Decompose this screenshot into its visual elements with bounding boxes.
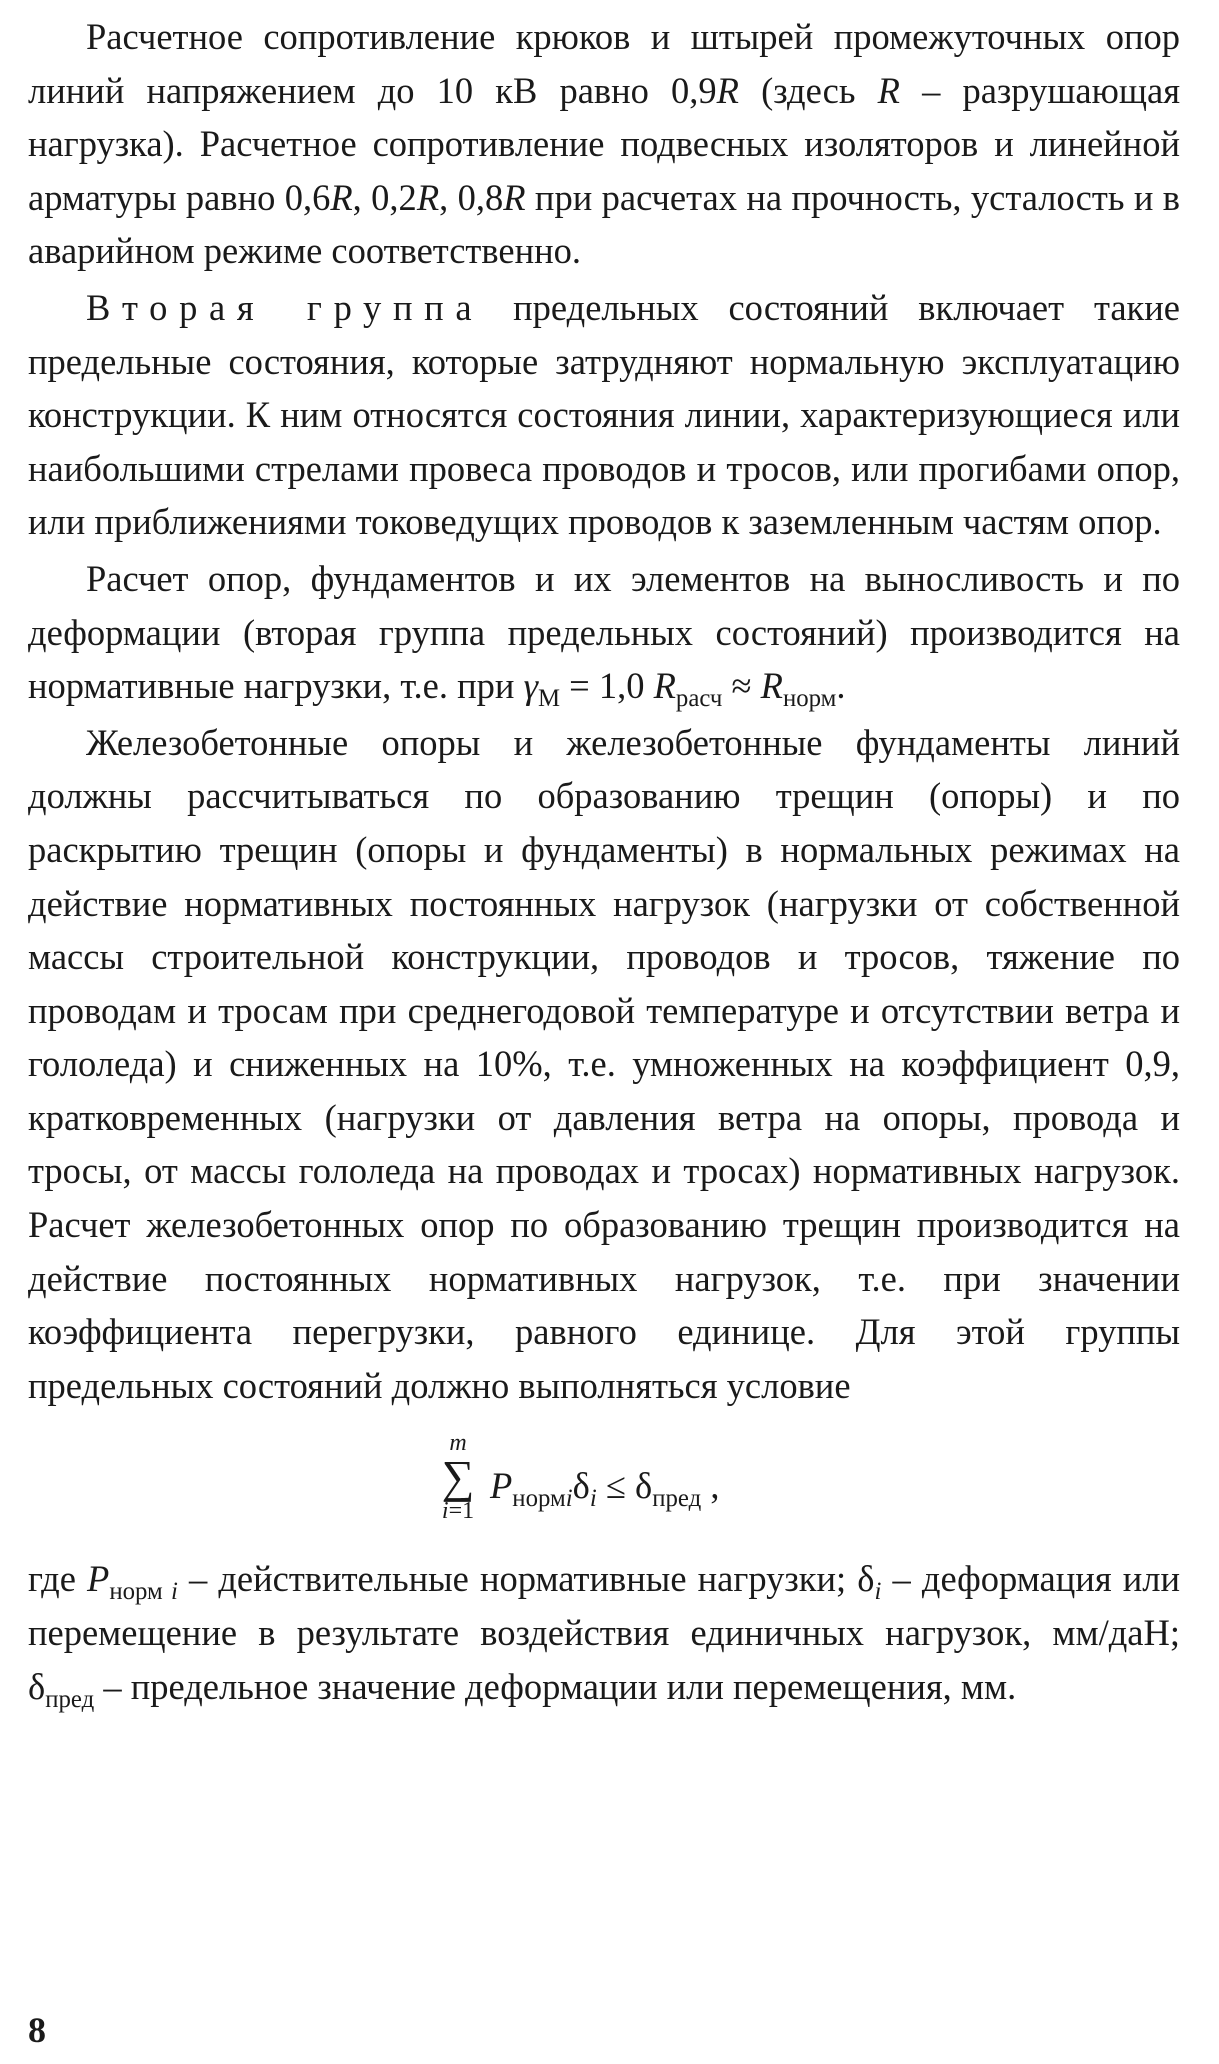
gamma-value: = 1,0 [560, 665, 654, 707]
text-fragment: Расчетное сопротивление крюков и штырей промежуточных опор линий напряжением до 10 кВ равно 0,9 [28, 16, 1180, 111]
paragraph-design-resistance [28, 10, 1180, 278]
text-fragment: (здесь [738, 69, 878, 111]
variable-r: R [760, 665, 783, 707]
p-subscript-index: i [565, 1485, 573, 1513]
variable-r: R [716, 69, 739, 111]
sum-lower-limit [428, 1498, 488, 1524]
text-fragment: – предельное значение деформации или перемещения, мм. [94, 1665, 1017, 1707]
variable-r: R [653, 665, 676, 707]
sum-upper-limit: m [449, 1430, 467, 1457]
paragraph-reinforced-concrete [28, 716, 1180, 1413]
text-fragment: , 0,8 [439, 176, 504, 218]
delta-subscript: i [874, 1578, 882, 1606]
p-subscript-text: норм [109, 1578, 163, 1606]
comma: , [701, 1465, 720, 1507]
paragraph-deformation-calc [28, 552, 1180, 713]
p-subscript-text: норм [512, 1485, 566, 1513]
summation [428, 1430, 488, 1524]
delta-symbol: δ [635, 1465, 653, 1507]
period: . [836, 665, 846, 707]
page-number: 8 [28, 2010, 46, 2050]
sum-start: =1 [448, 1498, 475, 1525]
variable-p: P [490, 1465, 513, 1507]
formula-body [490, 1464, 720, 1513]
gamma-subscript: М [537, 685, 561, 713]
sum-sign-icon: ∑ [441, 1451, 475, 1503]
text-fragment: при расчетах на прочность, усталость и в аварийном режиме соответственно. [28, 176, 1181, 272]
approx-sign: ≈ [722, 665, 761, 707]
paragraph-where-definitions [28, 1552, 1180, 1713]
sum-index: i [441, 1498, 449, 1525]
text-fragment: где [28, 1558, 88, 1600]
variable-r: R [877, 69, 900, 111]
text-fragment: – деформация или перемещение в результате воздействия единичных нагрузок, мм/даН; [28, 1558, 1180, 1654]
leq-sign: ≤ [596, 1465, 636, 1507]
text-fragment: – разрушающая нагрузка). Расчетное сопротивление подвесных изоляторов и линейной арматуры равно 0,6 [28, 69, 1180, 218]
text-fragment: Расчет опор, фундаментов и их элементов на выносливость и по деформации (вторая группа предельных состояний) производится на нормативные нагрузки, т.е. при [28, 557, 1180, 707]
delta-subscript: i [589, 1485, 597, 1513]
p-subscript [109, 1578, 178, 1605]
delta-subscript-limit: пред [652, 1485, 702, 1513]
formula-deformation-condition [28, 1430, 1180, 1548]
text-fragment: предельных состояний включает такие предельные состояния, которые затрудняют нормальную эксплуатацию конструкции. К ним относятся состояния линии, характеризующиеся или наибольшими стрелами провеса проводов и тросов, или прогибами опор, или приближениями токоведущих проводов к заземленным частям опор. [28, 286, 1181, 543]
delta-symbol: δ [857, 1558, 875, 1600]
text-fragment: – действительные нормативные нагрузки; [177, 1558, 858, 1600]
r-subscript-norm: норм [782, 685, 837, 713]
r-subscript-calc: расч [675, 685, 723, 713]
paragraph-second-group [28, 281, 1180, 549]
text-fragment: Железобетонные опоры и железобетонные фундаменты линий должны рассчитываться по образованию трещин (опоры) и по раскрытию трещин (опоры и фундаменты) в нормальных режимах на действие нормативных постоянных нагрузок (нагрузки от собственной массы строительной конструкции, проводов и тросов, тяжение по проводам и тросам при среднегодовой температуре и отсутствии ветра и гололеда) и сниженных на 10%, т.е. умноженных на коэффициент 0,9, кратковременных (нагрузки от давления ветра на опоры, провода и тросы, от массы гололеда на проводах и тросах) нормативных нагрузок. Расчет железобетонных опор по образованию трещин производится на действие постоянных нормативных нагрузок, т.е. при значении коэффициента перегрузки, равного единице. Для этой группы предельных состояний должно выполняться условие [28, 721, 1180, 1406]
delta-subscript-limit: пред [45, 1685, 95, 1713]
variable-r: R [503, 176, 526, 218]
variable-r: R [416, 176, 440, 218]
gamma-symbol: γ [523, 665, 538, 707]
p-subscript-index: i [170, 1578, 178, 1606]
variable-p: P [87, 1558, 110, 1600]
spaced-term: Вторая группа [86, 286, 484, 328]
p-subscript [512, 1485, 572, 1512]
variable-r: R [330, 176, 353, 218]
delta-symbol: δ [28, 1665, 46, 1707]
delta-symbol: δ [572, 1465, 590, 1507]
text-fragment: , 0,2 [352, 176, 417, 218]
page-content [28, 10, 1180, 1713]
